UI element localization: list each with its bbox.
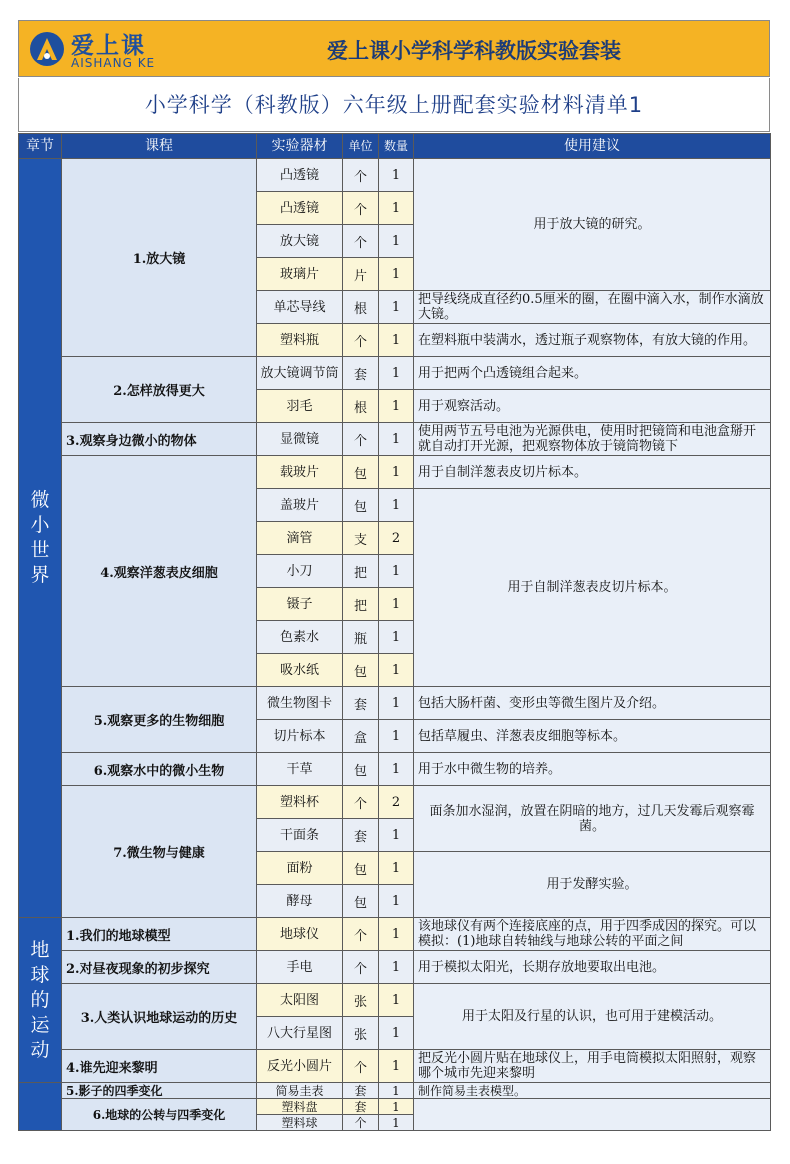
material-cell: 微生物图卡 xyxy=(257,687,343,720)
material-cell: 反光小圆片 xyxy=(257,1050,343,1083)
material-cell: 载玻片 xyxy=(257,456,343,489)
qty-cell: 1 xyxy=(379,753,414,786)
material-cell: 放大镜调节筒 xyxy=(257,357,343,390)
unit-cell: 支 xyxy=(343,522,379,555)
qty-cell: 2 xyxy=(379,522,414,555)
course-cell: 6.观察水中的微小生物 xyxy=(62,753,257,786)
table-row xyxy=(19,984,771,1017)
material-cell: 八大行星图 xyxy=(257,1017,343,1050)
table-row xyxy=(19,1050,771,1083)
table-row xyxy=(19,159,771,192)
unit-cell: 个 xyxy=(343,423,379,456)
qty-cell: 1 xyxy=(379,885,414,918)
note-cell: 用于发酵实验。 xyxy=(414,852,771,918)
course-cell: 1.放大镜 xyxy=(62,159,257,357)
unit-cell: 个 xyxy=(343,159,379,192)
material-cell: 手电 xyxy=(257,951,343,984)
note-cell: 在塑料瓶中装满水，透过瓶子观察物体，有放大镜的作用。 xyxy=(414,324,771,357)
note-cell: 包括草履虫、洋葱表皮细胞等标本。 xyxy=(414,720,771,753)
header-chapter: 章节 xyxy=(19,134,62,159)
qty-cell: 1 xyxy=(379,1017,414,1050)
material-cell: 玻璃片 xyxy=(257,258,343,291)
unit-cell: 个 xyxy=(343,1050,379,1083)
logo-english-text: AISHANG KE xyxy=(71,56,156,70)
qty-cell: 1 xyxy=(379,258,414,291)
note-cell: 用于放大镜的研究。 xyxy=(414,159,771,291)
qty-cell: 1 xyxy=(379,687,414,720)
note-cell: 面条加水湿润，放置在阴暗的地方，过几天发霉后观察霉菌。 xyxy=(414,786,771,852)
material-cell: 塑料瓶 xyxy=(257,324,343,357)
table-row xyxy=(19,357,771,390)
header-unit: 单位 xyxy=(343,134,379,159)
header-banner xyxy=(18,20,770,77)
unit-cell: 包 xyxy=(343,456,379,489)
course-cell: 3.观察身边微小的物体 xyxy=(62,423,257,456)
unit-cell: 个 xyxy=(343,951,379,984)
table-header-row xyxy=(19,134,771,159)
table-row xyxy=(19,786,771,819)
qty-cell: 1 xyxy=(379,1050,414,1083)
header-course: 课程 xyxy=(62,134,257,159)
qty-cell: 1 xyxy=(379,1083,414,1099)
unit-cell: 个 xyxy=(343,192,379,225)
unit-cell: 片 xyxy=(343,258,379,291)
chapter-label: 地球的运动 xyxy=(30,938,50,1061)
course-cell: 1.我们的地球模型 xyxy=(62,918,257,951)
course-cell: 2.怎样放得更大 xyxy=(62,357,257,423)
unit-cell: 个 xyxy=(343,324,379,357)
note-cell: 用于观察活动。 xyxy=(414,390,771,423)
chapter-cell xyxy=(19,918,62,1083)
qty-cell: 1 xyxy=(379,357,414,390)
course-cell: 6.地球的公转与四季变化 xyxy=(62,1099,257,1131)
qty-cell: 1 xyxy=(379,225,414,258)
qty-cell: 1 xyxy=(379,291,414,324)
note-cell: 包括大肠杆菌、变形虫等微生图片及介绍。 xyxy=(414,687,771,720)
material-cell: 酵母 xyxy=(257,885,343,918)
unit-cell: 根 xyxy=(343,291,379,324)
note-cell: 把反光小圆片贴在地球仪上，用手电筒模拟太阳照射，观察哪个城市先迎来黎明 xyxy=(414,1050,771,1083)
course-cell: 5.影子的四季变化 xyxy=(62,1083,257,1099)
qty-cell: 1 xyxy=(379,1099,414,1115)
table-row xyxy=(19,456,771,489)
qty-cell: 1 xyxy=(379,819,414,852)
unit-cell: 套 xyxy=(343,1099,379,1115)
unit-cell: 包 xyxy=(343,753,379,786)
table-row xyxy=(19,423,771,456)
chapter-cell xyxy=(19,159,62,918)
unit-cell: 包 xyxy=(343,885,379,918)
qty-cell: 1 xyxy=(379,918,414,951)
note-cell: 使用两节五号电池为光源供电，使用时把镜筒和电池盒掰开就自动打开光源，把观察物体放于镜筒物镜下 xyxy=(414,423,771,456)
unit-cell: 盒 xyxy=(343,720,379,753)
note-cell: 用于把两个凸透镜组合起来。 xyxy=(414,357,771,390)
material-cell: 塑料盘 xyxy=(257,1099,343,1115)
qty-cell: 1 xyxy=(379,984,414,1017)
note-cell: 用于自制洋葱表皮切片标本。 xyxy=(414,489,771,687)
unit-cell: 包 xyxy=(343,852,379,885)
material-cell: 羽毛 xyxy=(257,390,343,423)
note-cell: 该地球仪有两个连接底座的点，用于四季成因的探究。可以模拟：(1)地球自转轴线与地球公转的平面之间 xyxy=(414,918,771,951)
note-cell: 用于模拟太阳光，长期存放地要取出电池。 xyxy=(414,951,771,984)
qty-cell: 1 xyxy=(379,555,414,588)
material-cell: 镊子 xyxy=(257,588,343,621)
note-cell xyxy=(414,1099,771,1131)
note-cell: 把导线绕成直径约0.5厘米的圈，在圈中滴入水，制作水滴放大镜。 xyxy=(414,291,771,324)
table-row xyxy=(19,1083,771,1099)
unit-cell: 瓶 xyxy=(343,621,379,654)
qty-cell: 1 xyxy=(379,654,414,687)
chapter-cell xyxy=(19,1083,62,1131)
brand-logo xyxy=(29,26,179,74)
material-cell: 小刀 xyxy=(257,555,343,588)
material-cell: 盖玻片 xyxy=(257,489,343,522)
material-cell: 干草 xyxy=(257,753,343,786)
unit-cell: 个 xyxy=(343,1115,379,1131)
unit-cell: 张 xyxy=(343,1017,379,1050)
table-row xyxy=(19,918,771,951)
material-cell: 干面条 xyxy=(257,819,343,852)
qty-cell: 1 xyxy=(379,423,414,456)
unit-cell: 套 xyxy=(343,357,379,390)
material-cell: 塑料杯 xyxy=(257,786,343,819)
unit-cell: 把 xyxy=(343,555,379,588)
chapter-label: 微小世界 xyxy=(30,489,50,586)
qty-cell: 1 xyxy=(379,159,414,192)
qty-cell: 1 xyxy=(379,192,414,225)
table-row xyxy=(19,1099,771,1115)
course-cell: 2.对昼夜现象的初步探究 xyxy=(62,951,257,984)
header-note: 使用建议 xyxy=(414,134,771,159)
logo-chinese-text: 爱上课 xyxy=(71,33,146,59)
unit-cell: 包 xyxy=(343,489,379,522)
page-title: 小学科学（科教版）六年级上册配套实验材料清单1 xyxy=(18,78,770,132)
unit-cell: 个 xyxy=(343,786,379,819)
material-cell: 色素水 xyxy=(257,621,343,654)
qty-cell: 2 xyxy=(379,786,414,819)
qty-cell: 1 xyxy=(379,588,414,621)
note-cell: 制作简易圭表模型。 xyxy=(414,1083,771,1099)
qty-cell: 1 xyxy=(379,951,414,984)
table-row xyxy=(19,687,771,720)
material-cell: 简易圭表 xyxy=(257,1083,343,1099)
material-cell: 凸透镜 xyxy=(257,159,343,192)
material-cell: 切片标本 xyxy=(257,720,343,753)
header-qty: 数量 xyxy=(379,134,414,159)
material-cell: 显微镜 xyxy=(257,423,343,456)
unit-cell: 张 xyxy=(343,984,379,1017)
unit-cell: 套 xyxy=(343,819,379,852)
unit-cell: 包 xyxy=(343,654,379,687)
note-cell: 用于太阳及行星的认识，也可用于建模活动。 xyxy=(414,984,771,1050)
materials-table xyxy=(18,133,771,1131)
header-material: 实验器材 xyxy=(257,134,343,159)
note-cell: 用于自制洋葱表皮切片标本。 xyxy=(414,456,771,489)
qty-cell: 1 xyxy=(379,324,414,357)
course-cell: 4.谁先迎来黎明 xyxy=(62,1050,257,1083)
unit-cell: 把 xyxy=(343,588,379,621)
course-cell: 7.微生物与健康 xyxy=(62,786,257,918)
material-cell: 面粉 xyxy=(257,852,343,885)
qty-cell: 1 xyxy=(379,852,414,885)
logo-icon xyxy=(29,29,65,69)
course-cell: 5.观察更多的生物细胞 xyxy=(62,687,257,753)
banner-title: 爱上课小学科学科教版实验套装 xyxy=(327,39,621,63)
material-cell: 塑料球 xyxy=(257,1115,343,1131)
unit-cell: 套 xyxy=(343,1083,379,1099)
unit-cell: 根 xyxy=(343,390,379,423)
qty-cell: 1 xyxy=(379,1115,414,1131)
unit-cell: 个 xyxy=(343,225,379,258)
material-cell: 单芯导线 xyxy=(257,291,343,324)
course-cell: 4.观察洋葱表皮细胞 xyxy=(62,456,257,687)
qty-cell: 1 xyxy=(379,621,414,654)
qty-cell: 1 xyxy=(379,456,414,489)
qty-cell: 1 xyxy=(379,390,414,423)
table-row xyxy=(19,753,771,786)
qty-cell: 1 xyxy=(379,489,414,522)
table-row xyxy=(19,951,771,984)
qty-cell: 1 xyxy=(379,720,414,753)
unit-cell: 套 xyxy=(343,687,379,720)
unit-cell: 个 xyxy=(343,918,379,951)
material-cell: 滴管 xyxy=(257,522,343,555)
material-cell: 地球仪 xyxy=(257,918,343,951)
course-cell: 3.人类认识地球运动的历史 xyxy=(62,984,257,1050)
material-cell: 吸水纸 xyxy=(257,654,343,687)
material-cell: 凸透镜 xyxy=(257,192,343,225)
material-cell: 太阳图 xyxy=(257,984,343,1017)
note-cell: 用于水中微生物的培养。 xyxy=(414,753,771,786)
material-cell: 放大镜 xyxy=(257,225,343,258)
